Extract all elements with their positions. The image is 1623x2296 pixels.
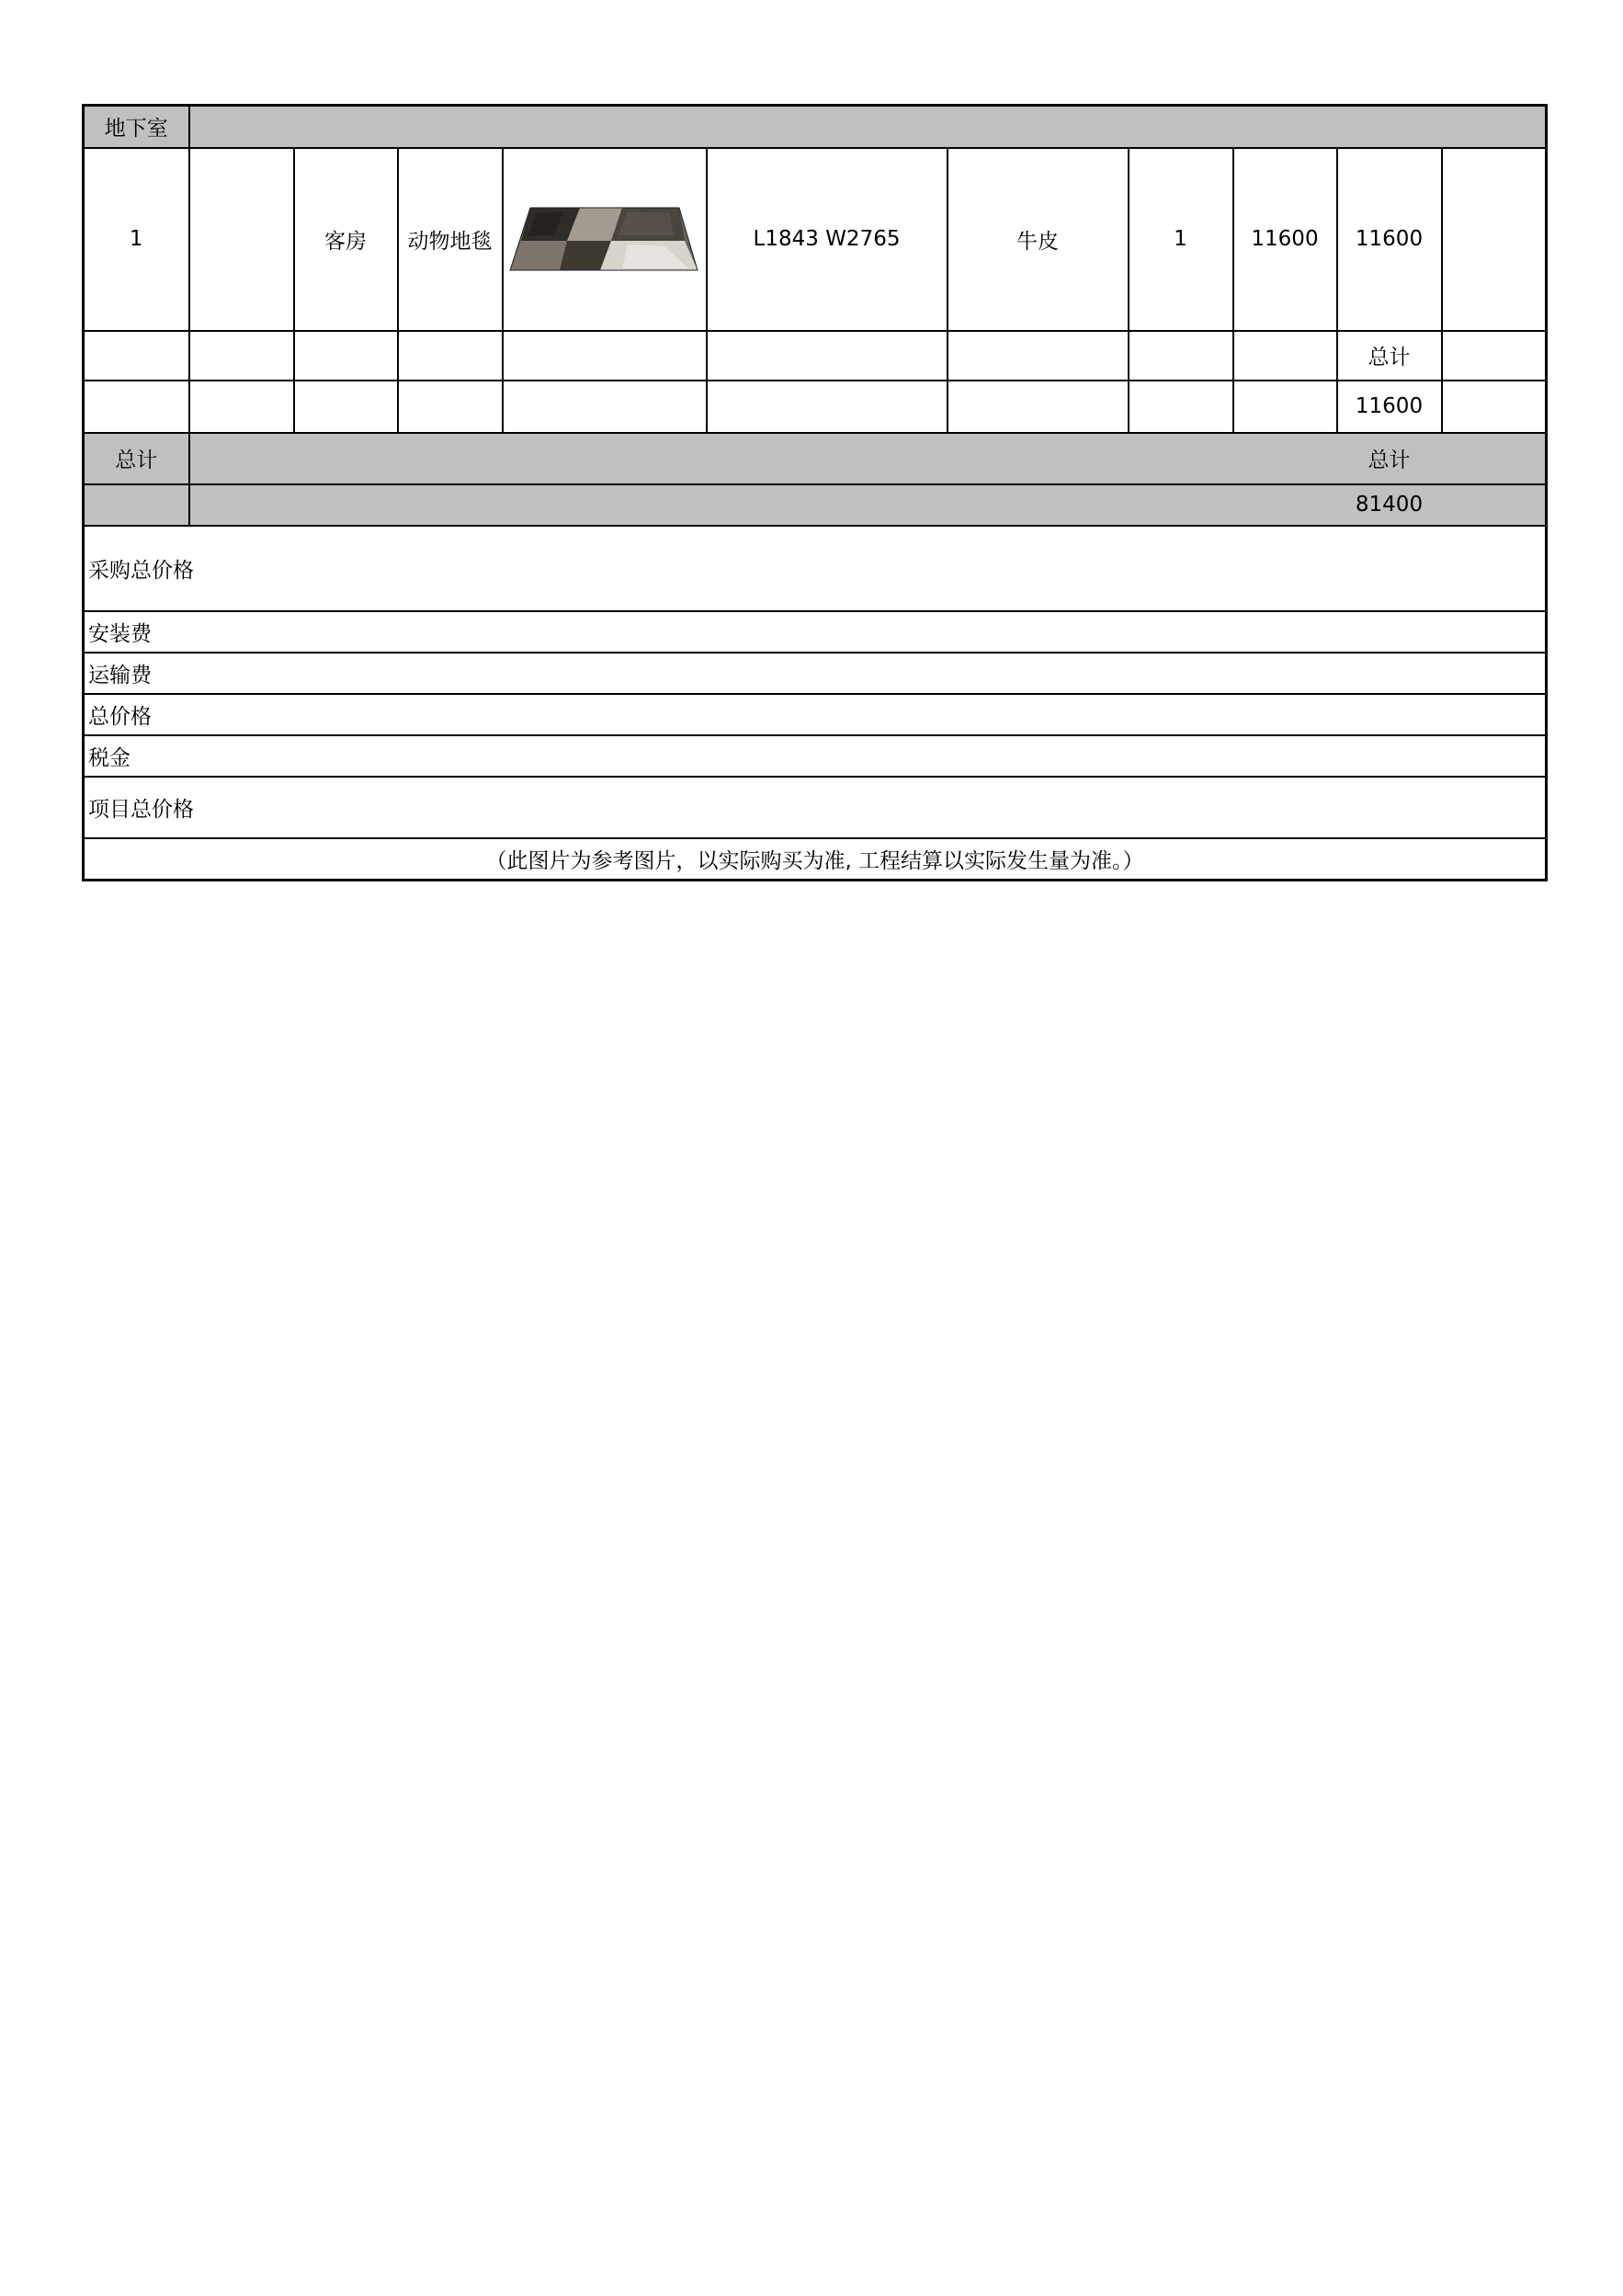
item-image-cell	[503, 148, 707, 331]
item-no: 1	[84, 148, 189, 331]
item-unit-price: 11600	[1233, 148, 1337, 331]
summary-label: 采购总价格	[84, 526, 1547, 611]
summary-label: 运输费	[84, 653, 1547, 694]
item-material: 牛皮	[948, 148, 1129, 331]
item-amount: 11600	[1337, 148, 1442, 331]
quotation-sheet	[82, 104, 1545, 881]
grand-total-right-label: 总计	[1337, 433, 1442, 484]
summary-row-project-total	[84, 777, 1547, 838]
section-header-row	[84, 106, 1547, 148]
summary-row-installation	[84, 611, 1547, 653]
summary-label: 税金	[84, 735, 1547, 777]
grand-total-label-row	[84, 433, 1547, 484]
subtotal-value-row	[84, 381, 1547, 433]
grand-total-left-label: 总计	[84, 433, 189, 484]
subtotal-label: 总计	[1337, 331, 1442, 381]
summary-row-total	[84, 694, 1547, 735]
rug-thumbnail-icon	[508, 204, 701, 274]
table-row	[84, 148, 1547, 331]
subtotal-label-row	[84, 331, 1547, 381]
grand-total-value: 81400	[1337, 484, 1442, 526]
subtotal-value: 11600	[1337, 381, 1442, 433]
section-title: 地下室	[84, 106, 189, 148]
summary-label: 安装费	[84, 611, 1547, 653]
item-name: 动物地毯	[398, 148, 503, 331]
summary-row-purchase-total	[84, 526, 1547, 611]
grand-total-value-row	[84, 484, 1547, 526]
footnote: （此图片为参考图片，以实际购买为准, 工程结算以实际发生量为准。）	[84, 838, 1547, 881]
summary-row-tax	[84, 735, 1547, 777]
footnote-row	[84, 838, 1547, 881]
item-size: L1843 W2765	[707, 148, 948, 331]
item-remark	[1442, 148, 1547, 331]
item-code	[189, 148, 294, 331]
quotation-table	[82, 104, 1548, 881]
item-qty: 1	[1129, 148, 1233, 331]
section-header-fill	[189, 106, 1547, 148]
summary-row-shipping	[84, 653, 1547, 694]
summary-label: 总价格	[84, 694, 1547, 735]
item-room: 客房	[294, 148, 398, 331]
summary-label: 项目总价格	[84, 777, 1547, 838]
